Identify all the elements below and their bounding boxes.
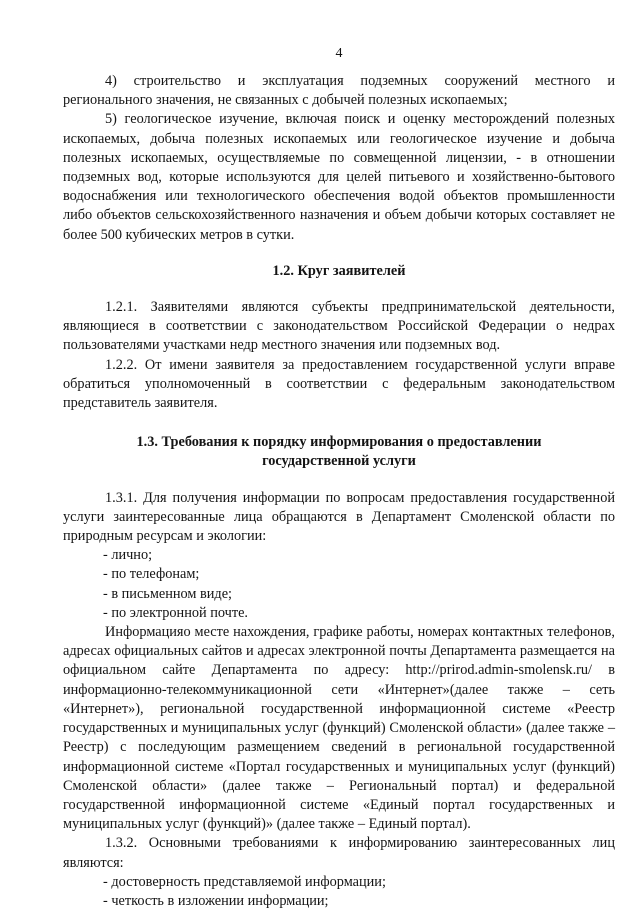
paragraph-1-3-1: 1.3.1. Для получения информации по вопросам предоставления государственной услуги заинтересованные лица обращаются в Департамент Смоленской области по природным ресурсам и экологии: [63,489,615,545]
paragraph-1-2-2: 1.2.2. От имени заявителя за предоставлением государственной услуги вправе обратиться уполномоченный в соответствии с федеральным законодательством представитель заявителя. [63,356,615,412]
list-item-contact-method: - по телефонам; [103,566,200,583]
page-number: 4 [335,46,343,61]
list-item-requirement: - достоверность представляемой информации; [103,873,386,890]
list-item-contact-method: - в письменном виде; [103,585,233,602]
document-body [63,72,615,911]
paragraph-item-4: 4) строительство и эксплуатация подземных сооружений местного и регионального значения, не связанных с добычей полезных ископаемых; [63,73,615,109]
list-item-requirement: - четкость в изложении информации; [103,892,329,909]
paragraph-1-3-2: 1.3.2. Основными требованиями к информированию заинтересованных лиц являются: [63,835,615,871]
section-heading-1-2: 1.2. Круг заявителей [272,262,406,279]
paragraph-1-2-1: 1.2.1. Заявителями являются субъекты предпринимательской деятельности, являющиеся в соответствии с законодательством Российской Федерации о недрах пользователями участками недр местного значения или подземных вод. [63,299,615,354]
section-heading-1-3 [63,433,615,471]
section-heading-1-3-line2: государственной услуги [262,453,416,470]
paragraph-info-placement: Информацияо месте нахождения, графике работы, номерах контактных телефонов, адресах официальных сайтов и адресах электронной почты Департамента размещается на официальном сайте Департамента по адресу: http://prirod.admin-smolensk.ru/ в информационно-телекоммуникационной сети «Интернет»(далее также – сеть «Интернет»), региональной государственной информационной системе «Реестр государственных и муниципальных услуг (функций) Смоленской области» (далее также – Реестр) с последующим размещением сведений в региональной государственной информационной системе «Портал государственных и муниципальных услуг (функций) Смоленской области» (далее также – Региональный портал) и федеральной государственной информационной системе «Единый портал государственных и муниципальных услуг (функций)» (далее также – Единый портал). [63,624,615,833]
paragraph-item-5: 5) геологическое изучение, включая поиск и оценку месторождений полезных ископаемых, добыча полезных ископаемых или геологическое изучение и добыча полезных ископаемых, осуществляемые по совмещенной лицензии, - в отношении подземных вод, которые используются для целей питьевого и хозяйственно-бытового водоснабжения или технологического обеспечения водой объектов промышленности либо объектов сельскохозяйственного назначения и объем добычи которых составляет не более 500 кубических метров в сутки. [63,111,615,243]
list-item-contact-method: - по электронной почте. [103,604,249,621]
list-item-contact-method: - лично; [103,547,153,564]
section-heading-1-3-line1: 1.3. Требования к порядку информирования о предоставлении [136,434,542,451]
